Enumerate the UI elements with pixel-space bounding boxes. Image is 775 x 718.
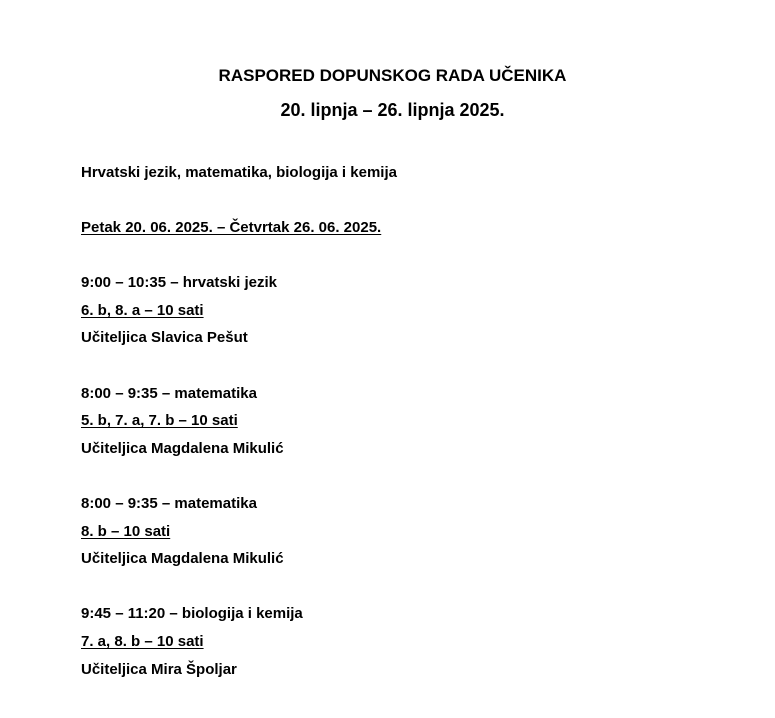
session-2-classes-hours: 5. b, 7. a, 7. b – 10 sati xyxy=(81,412,238,429)
subjects-line: Hrvatski jezik, matematika, biologija i kemija xyxy=(81,164,397,181)
session-4-teacher: Učiteljica Mira Špoljar xyxy=(81,661,237,678)
session-1-teacher: Učiteljica Slavica Pešut xyxy=(81,329,248,346)
session-4-time-subject: 9:45 – 11:20 – biologija i kemija xyxy=(81,605,303,622)
period-line: Petak 20. 06. 2025. – Četvrtak 26. 06. 2025. xyxy=(81,219,382,236)
session-4-classes-hours: 7. a, 8. b – 10 sati xyxy=(81,633,204,650)
document-title: RASPORED DOPUNSKOG RADA UČENIKA xyxy=(218,66,567,85)
session-3-teacher: Učiteljica Magdalena Mikulić xyxy=(81,550,284,567)
document-date-range: 20. lipnja – 26. lipnja 2025. xyxy=(280,100,505,120)
session-1-classes-hours: 6. b, 8. a – 10 sati xyxy=(81,302,204,319)
session-2-time-subject: 8:00 – 9:35 – matematika xyxy=(81,385,257,402)
session-3-time-subject: 8:00 – 9:35 – matematika xyxy=(81,495,257,512)
session-3-classes-hours: 8. b – 10 sati xyxy=(81,523,171,540)
session-2-teacher: Učiteljica Magdalena Mikulić xyxy=(81,440,284,457)
session-1-time-subject: 9:00 – 10:35 – hrvatski jezik xyxy=(81,274,277,291)
